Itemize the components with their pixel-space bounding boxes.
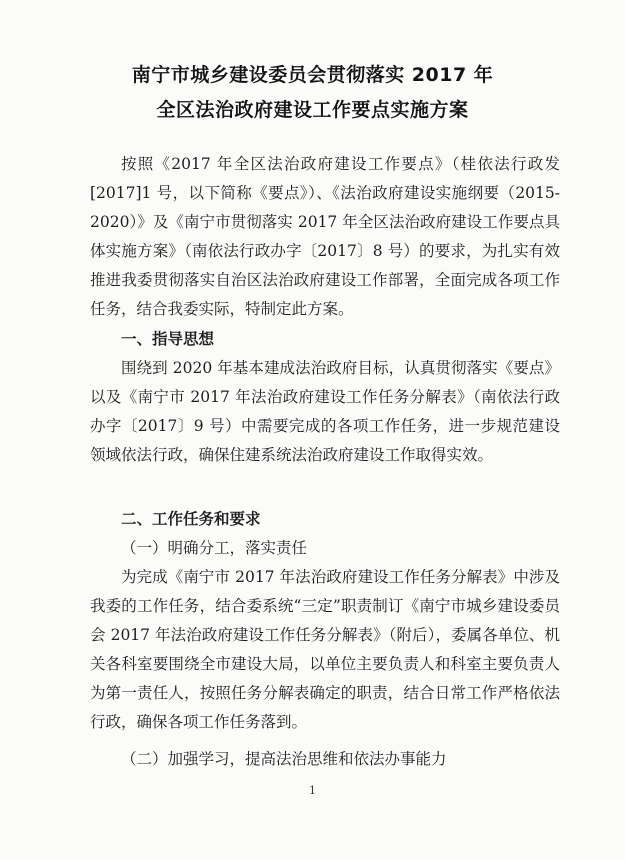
subsection1-heading: （一）明确分工，落实责任 <box>121 539 308 557</box>
intro-paragraph: 按照《2017 年全区法治政府建设工作要点》（桂依法行政发[2017]1 号，以下简称《要点》）、《法治政府建设实施纲要（2015-2020）》及《南宁市贯彻落实 2017 年全区法治政府建设工作要点具体实施方案》（南依法行政办字〔2017〕8 号）的要求，为扎实有效推进我委贯彻落实自治区法治政府建设工作部署，全面完成各项工作任务，结合我委实际，特制定此方案。 <box>90 155 560 318</box>
document-title-line2: 全区法治政府建设工作要点实施方案 <box>156 99 469 121</box>
subsection1-paragraph: 为完成《南宁市 2017 年法治政府建设工作任务分解表》中涉及我委的工作任务，结合委系统“三定”职责制订《南宁市城乡建设委员会 2017 年法治政府建设工作任务分解表》（附后），委属各单位、机关各科室要围绕全市建设大局，以单位主要负责人和科室主要负责人为第一责任人，按照任务分解表确定的职责，结合日常工作严格依法行政，确保各项工作任务落到。 <box>90 568 560 731</box>
section2-heading: 二、工作任务和要求 <box>121 510 261 528</box>
section1-paragraph: 围绕到 2020 年基本建成法治政府目标，认真贯彻落实《要点》以及《南宁市 2017 年法治政府建设工作任务分解表》（南依法行政办字〔2017〕9 号）中需要完成的各项工作任务，进一步规范建设领域依法行政，确保住建系统法治政府建设工作取得实效。 <box>90 359 560 464</box>
subsection2-heading: （二）加强学习，提高法治思维和依法办事能力 <box>121 750 447 768</box>
document-title-line1: 南宁市城乡建设委员会贯彻落实 2017 年 <box>131 64 494 86</box>
section1-heading: 一、指导思想 <box>121 330 215 348</box>
page-number: 1 <box>309 784 316 797</box>
